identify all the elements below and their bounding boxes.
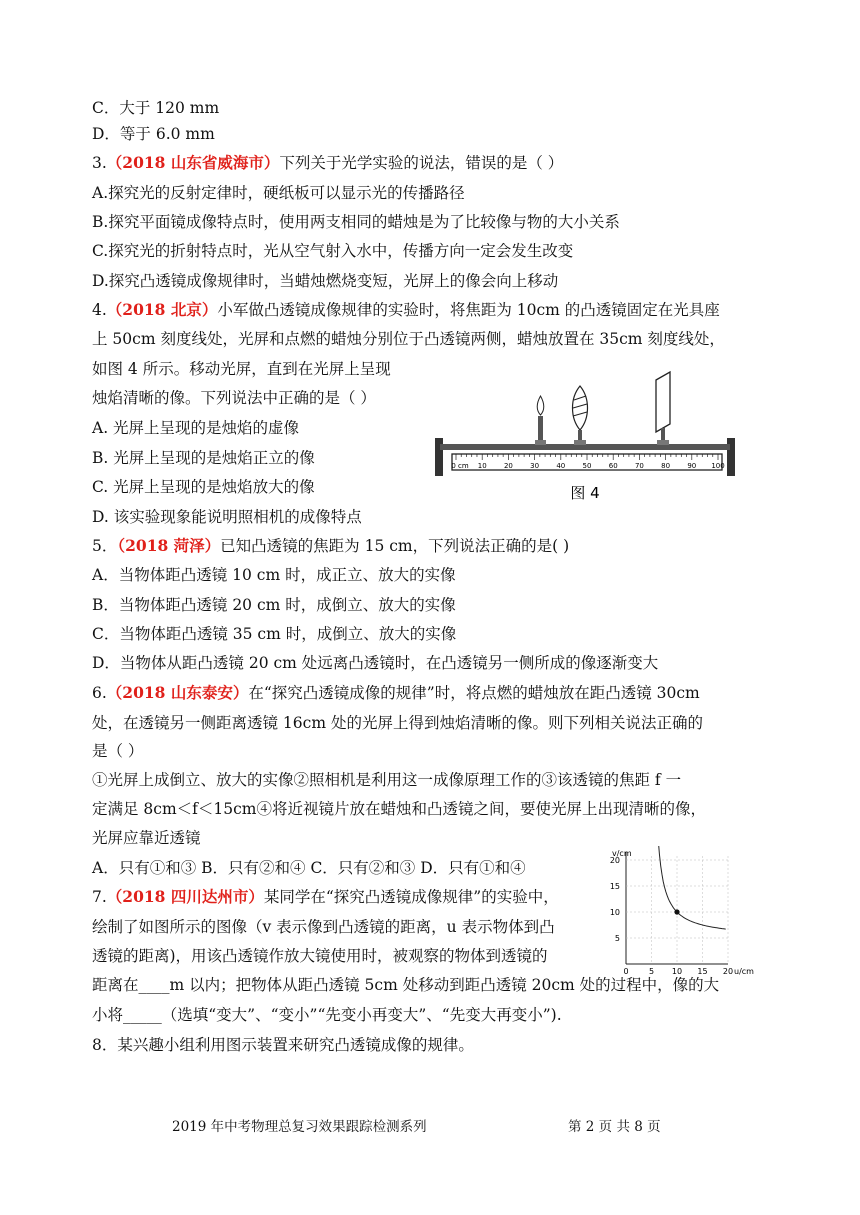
text-line [92, 827, 201, 849]
text-line [92, 123, 215, 145]
line-text: A．只有①和③ B．只有②和④ C．只有②和③ D．只有①和④ [92, 859, 526, 877]
question-source: （2018 山东省威海市） [106, 153, 280, 172]
text-line [92, 387, 376, 409]
graph-xtick: 20 [722, 967, 734, 976]
line-text: C.探究光的折射特点时，光从空气射入水中，传播方向一定会发生改变 [92, 242, 574, 260]
line-text: ①光屏上成倒立、放大的实像②照相机是利用这一成像原理工作的③该透镜的焦距 f 一 [92, 771, 682, 789]
v-u-graph [606, 846, 766, 978]
line-text: 透镜的距离)，用该凸透镜作放大镜使用时，被观察的物体到透镜的 [92, 947, 548, 965]
text-line [92, 798, 706, 820]
line-text: B. 光屏上呈现的是烛焰正立的像 [92, 449, 315, 467]
line-text: 如图 4 所示。移动光屏，直到在光屏上呈现 [92, 360, 391, 378]
graph-xtick: 5 [648, 967, 655, 976]
line-text: 处，在透镜另一侧距离透镜 16cm 处的光屏上得到烛焰清晰的像。则下列相关说法正确的 [92, 714, 703, 732]
line-text: B.探究平面镜成像特点时，使用两支相同的蜡烛是为了比较像与物的大小关系 [92, 213, 620, 231]
text-line [92, 857, 526, 879]
graph-ytick: 15 [609, 882, 620, 891]
graph-xtick: 15 [697, 967, 708, 976]
line-text: 小军做凸透镜成像规律的实验时，将焦距为 10cm 的凸透镜固定在光具座 [217, 301, 720, 319]
text-line [92, 476, 315, 498]
focal-point [674, 909, 679, 914]
bench-tick-label: 60 [608, 462, 618, 470]
footer-series: 2019 年中考物理总复习效果跟踪检测系列 [172, 1119, 427, 1135]
text-line [92, 299, 720, 321]
text-line [92, 1034, 474, 1056]
line-text: C. 光屏上呈现的是烛焰放大的像 [92, 478, 315, 496]
text-line [92, 506, 362, 528]
bench-tick-label: 40 [556, 462, 566, 470]
text-line [92, 564, 456, 586]
question-number: 4. [92, 301, 107, 319]
text-line [92, 623, 456, 645]
bench-tick-label: 80 [661, 462, 671, 470]
line-text: A. 光屏上呈现的是烛焰的虚像 [92, 419, 300, 437]
optical-bench-figure [430, 370, 740, 510]
text-line [92, 417, 299, 439]
bench-tick-label: 20 [503, 462, 513, 470]
graph-xlabel: u/cm [734, 967, 754, 976]
text-line [92, 594, 456, 616]
question-source: （2018 北京） [106, 300, 218, 319]
line-text: 烛焰清晰的像。下列说法中正确的是（ ） [92, 389, 376, 407]
graph-xtick: 10 [671, 967, 683, 976]
question-source: （2018 菏泽） [117, 536, 221, 555]
question-source: （2018 山东泰安） [106, 683, 249, 702]
line-text: 是（ ） [92, 742, 144, 760]
line-text: 8．某兴趣小组利用图示装置来研究凸透镜成像的规律。 [92, 1036, 474, 1054]
text-line [92, 358, 391, 380]
bench-left-stand [435, 438, 443, 476]
text-line [92, 447, 315, 469]
question-source: （2018 四川达州市） [106, 887, 264, 906]
line-text: 小将_____（选填“变大”、“变小”“先变小再变大”、“先变大再变小”). [92, 1006, 562, 1024]
line-text: B．当物体距凸透镜 20 cm 时，成倒立、放大的实像 [92, 596, 456, 614]
graph-ytick: 5 [614, 934, 620, 943]
text-line [92, 1004, 562, 1026]
text-line [92, 945, 548, 967]
text-line [92, 211, 620, 233]
text-line [92, 712, 703, 734]
text-line [92, 182, 465, 204]
text-line [92, 740, 143, 762]
question-number: 7. [92, 888, 107, 906]
footer-page: 第 2 页 共 8 页 [568, 1119, 661, 1135]
line-text: 在“探究凸透镜成像的规律”时，将点燃的蜡烛放在距凸透镜 30cm [248, 684, 700, 702]
line-text: 绘制了如图所示的图像（v 表示像到凸透镜的距离，u 表示物体到凸 [92, 918, 555, 936]
bench-tick-label: 100 [711, 462, 725, 470]
bench-tick-label: 50 [582, 462, 592, 470]
text-line [92, 270, 558, 292]
graph-tick-labels [610, 856, 733, 976]
line-text: C．大于 120 mm [92, 99, 220, 117]
bench-tick-label: 0 cm [451, 462, 469, 470]
candle-icon [535, 396, 546, 445]
bench-tick-label: 10 [477, 462, 487, 470]
text-line [92, 886, 559, 908]
line-text: D.探究凸透镜成像规律时，当蜡烛燃烧变短，光屏上的像会向上移动 [92, 272, 559, 290]
line-text: A．当物体距凸透镜 10 cm 时，成正立、放大的实像 [92, 566, 456, 584]
line-text: 已知凸透镜的焦距为 15 cm，下列说法正确的是( ) [220, 537, 570, 555]
figure-caption: 图 4 [570, 484, 600, 502]
line-text: D. 该实验现象能说明照相机的成像特点 [92, 508, 362, 526]
line-text: 某同学在“探究凸透镜成像规律”的实验中， [263, 888, 559, 906]
text-line [92, 535, 569, 557]
bench-tick-label: 90 [687, 462, 697, 470]
text-line [92, 916, 555, 938]
v-u-curve [658, 846, 726, 929]
graph-ytick: 20 [609, 856, 620, 865]
question-number: 6. [92, 684, 107, 702]
line-text: C．当物体距凸透镜 35 cm 时，成倒立、放大的实像 [92, 625, 457, 643]
line-text: 光屏应靠近透镜 [92, 829, 201, 847]
line-text: 下列关于光学实验的说法，错误的是（ ） [279, 154, 564, 172]
screen-icon [656, 372, 670, 445]
question-number: 3. [92, 154, 107, 172]
bench-tick-label: 30 [530, 462, 540, 470]
line-text: D．等于 6.0 mm [92, 125, 215, 143]
line-text: D．当物体从距凸透镜 20 cm 处远离凸透镜时，在凸透镜另一侧所成的像逐渐变大 [92, 654, 659, 672]
question-number: 5． [92, 537, 118, 555]
graph-xtick: 0 [623, 967, 629, 976]
line-text: A.探究光的反射定律时，硬纸板可以显示光的传播路径 [92, 184, 465, 202]
text-line [92, 240, 573, 262]
text-line [92, 328, 725, 350]
line-text: 上 50cm 刻度线处，光屏和点燃的蜡烛分别位于凸透镜两侧，蜡烛放置在 35cm 刻度线处， [92, 330, 725, 348]
line-text: 定满足 8cm＜f＜15cm④将近视镜片放在蜡烛和凸透镜之间，要使光屏上出现清晰的像， [92, 800, 707, 818]
bench-tick-label: 70 [634, 462, 644, 470]
text-line [92, 682, 700, 704]
bench-right-stand [727, 438, 735, 476]
text-line [92, 97, 219, 119]
text-line [92, 152, 563, 174]
lens-icon [573, 386, 588, 445]
text-line [92, 652, 658, 674]
text-line [92, 769, 681, 791]
graph-ytick: 10 [609, 908, 620, 917]
line-text: 距离在____m 以内；把物体从距凸透镜 5cm 处移动到距凸透镜 20cm 处的过程中，像的大 [92, 976, 720, 994]
graph-ylabel: v/cm [612, 849, 632, 858]
